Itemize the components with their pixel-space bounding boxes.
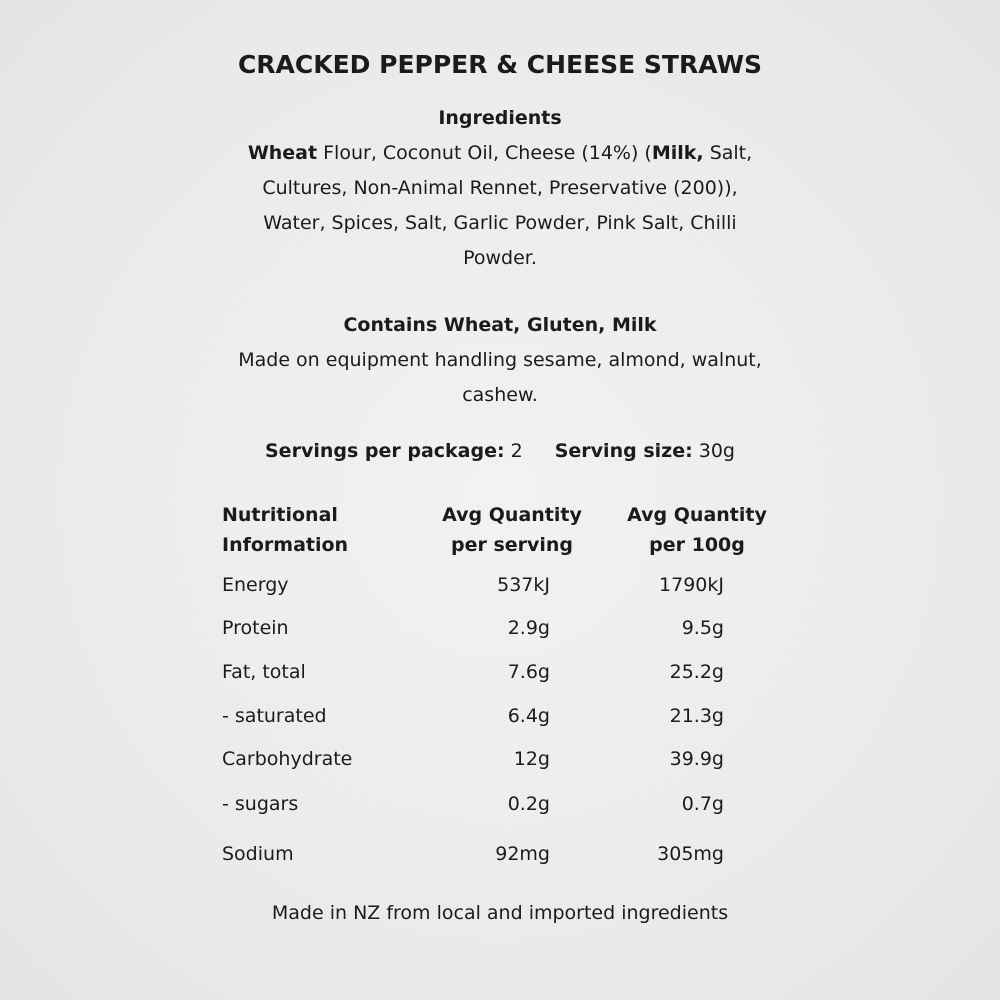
serving-size-label: Serving size: <box>554 440 693 462</box>
servings-per-package-value: 2 <box>510 440 523 462</box>
nutrition-table <box>222 500 782 865</box>
per-100g-value: 0.7g <box>681 793 724 815</box>
servings-per-package-label: Servings per package: <box>265 440 505 462</box>
table-row <box>222 613 782 643</box>
header-text: Avg Quantity <box>627 504 767 526</box>
table-row <box>222 839 782 869</box>
header-text: Avg Quantity <box>442 504 582 526</box>
nutrition-table-header <box>222 500 782 562</box>
per-100g-value: 21.3g <box>669 705 724 727</box>
table-row <box>222 744 782 774</box>
product-title: CRACKED PEPPER & CHEESE STRAWS <box>237 50 763 79</box>
ingredients-text <box>230 136 770 276</box>
per-100g-value: 9.5g <box>681 617 724 639</box>
per-100g-value: 305mg <box>657 843 724 865</box>
table-row <box>222 570 782 600</box>
allergen-note: Made on equipment handling sesame, almond, walnut, cashew. <box>238 349 762 406</box>
footer-note: Made in NZ from local and imported ingredients <box>271 902 729 924</box>
header-nutritional-information <box>222 500 412 560</box>
header-text: per 100g <box>649 534 745 556</box>
nutrient-name: - saturated <box>222 705 327 727</box>
allergen-heading: Contains Wheat, Gluten, Milk <box>343 314 657 336</box>
header-per-serving <box>427 500 597 560</box>
ingredient-part: Salt, Cultures, Non-Animal Rennet, Preservative (200)), Water, Spices, Salt, Garlic Powder, Pink Salt, Chilli Powder. <box>262 142 753 269</box>
per-serving-value: 0.2g <box>507 793 550 815</box>
servings-line <box>0 440 1000 462</box>
ingredient-part: Wheat <box>247 142 318 164</box>
per-serving-value: 6.4g <box>507 705 550 727</box>
ingredient-part: Flour, Coconut Oil, Cheese (14%) ( <box>317 142 652 164</box>
per-serving-value: 2.9g <box>507 617 550 639</box>
nutrient-name: Carbohydrate <box>222 748 353 770</box>
per-100g-value: 39.9g <box>669 748 724 770</box>
ingredient-part: Milk, <box>651 142 704 164</box>
header-text: Information <box>222 534 349 556</box>
table-row <box>222 789 782 819</box>
ingredients-heading: Ingredients <box>438 107 562 129</box>
per-serving-value: 12g <box>513 748 550 770</box>
nutrient-name: Energy <box>222 574 289 596</box>
per-serving-value: 7.6g <box>507 661 550 683</box>
header-text: Nutritional <box>222 504 338 526</box>
nutrient-name: Sodium <box>222 843 294 865</box>
table-row <box>222 657 782 687</box>
header-text: per serving <box>450 534 574 556</box>
serving-size-value: 30g <box>698 440 735 462</box>
per-100g-value: 25.2g <box>669 661 724 683</box>
nutrient-name: - sugars <box>222 793 299 815</box>
per-serving-value: 537kJ <box>497 574 550 596</box>
table-row <box>222 701 782 731</box>
per-100g-value: 1790kJ <box>659 574 724 596</box>
header-per-100g <box>622 500 772 560</box>
per-serving-value: 92mg <box>495 843 550 865</box>
nutrient-name: Fat, total <box>222 661 306 683</box>
nutrient-name: Protein <box>222 617 289 639</box>
